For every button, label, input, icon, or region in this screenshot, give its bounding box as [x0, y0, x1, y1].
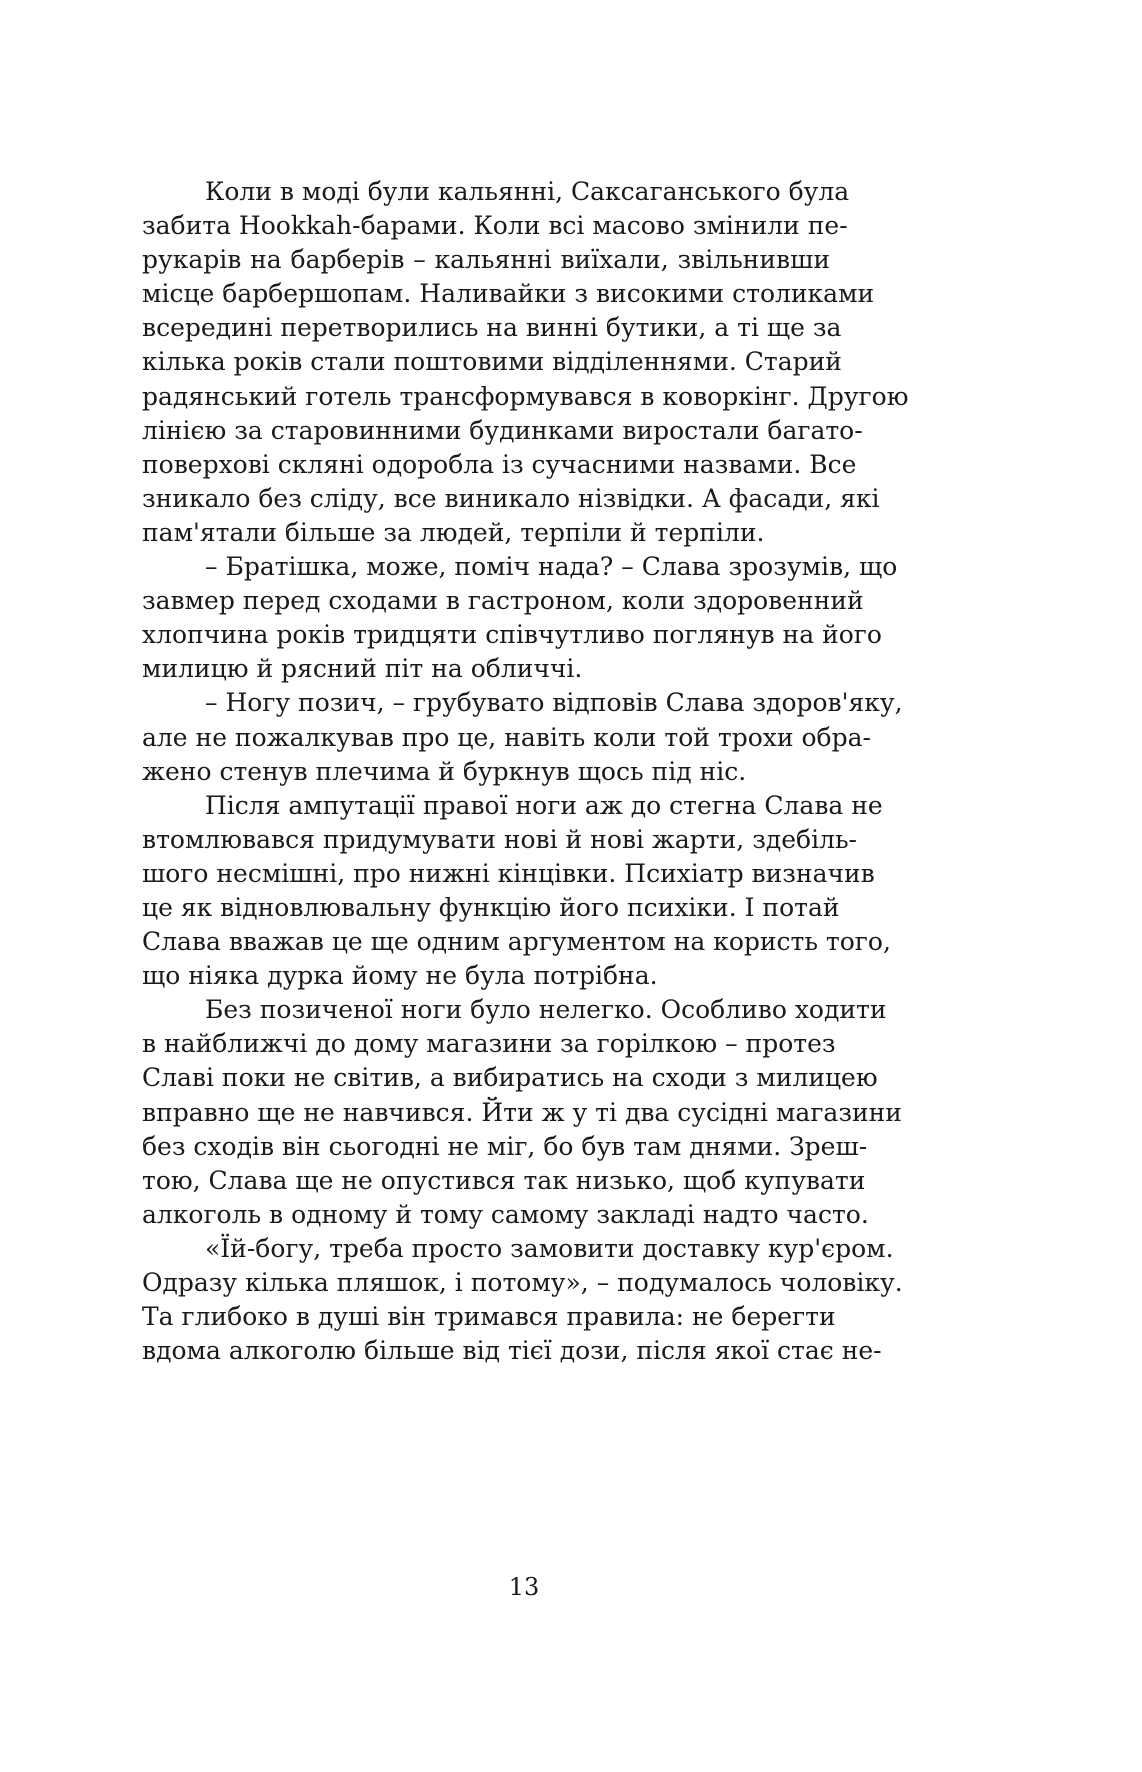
text-line: тою, Слава ще не опустився так низько, щоб купувати [142, 1165, 866, 1195]
text-line: Після ампутації правої ноги аж до стегна Слава не [205, 790, 883, 820]
dialogue-line: – Братішка, може, поміч нада? – Слава зрозумів, що [205, 552, 898, 582]
text-line: шого несмішні, про нижні кінцівки. Психіатр визначив [142, 858, 875, 888]
text-line: місце барбершопам. Наливайки з високими столиками [142, 279, 875, 309]
text-line: в найближчі до дому магазини за горілкою – протез [142, 1029, 836, 1059]
text-line: всередині перетворились на винні бутики, а ті ще за [142, 313, 842, 343]
text-line: хлопчина років тридцяти співчутливо поглянув на його [142, 620, 882, 650]
text-line: вдома алкоголю більше від тієї дози, після якої стає не- [142, 1336, 882, 1366]
text-line: забита Hookkah-барами. Коли всі масово змінили пе- [142, 211, 848, 241]
text-line: жено стенув плечима й буркнув щось під ніс. [142, 756, 747, 786]
text-line: кілька років стали поштовими відділеннями. Старий [142, 347, 842, 377]
text-line: лінією за старовинними будинками виростали багато- [142, 415, 863, 445]
text-line: що ніяка дурка йому не була потрібна. [142, 961, 658, 991]
page-number: 13 [508, 1573, 540, 1601]
text-line: поверхові скляні одоробла із сучасними назвами. Все [142, 449, 857, 479]
text-line: але не пожалкував про це, навіть коли той трохи обра- [142, 722, 871, 752]
text-line: Та глибоко в душі він тримався правила: не берегти [142, 1302, 836, 1332]
text-line: втомлювався придумувати нові й нові жарти, здебіль- [142, 824, 858, 854]
text-line: рукарів на барберів – кальянні виїхали, звільнивши [142, 245, 830, 275]
text-line: пам'ятали більше за людей, терпіли й терпіли. [142, 517, 765, 547]
text-line: радянський готель трансформувався в коворкінг. Другою [142, 381, 909, 411]
text-line: Без позиченої ноги було нелегко. Особливо ходити [205, 995, 887, 1025]
text-line: вправно ще не навчився. Йти ж у ті два сусідні магазини [142, 1097, 902, 1127]
body-text [142, 175, 909, 1368]
text-line: Слава вважав це ще одним аргументом на користь того, [142, 927, 891, 957]
text-line: без сходів він сьогодні не міг, бо був там днями. Зреш- [142, 1131, 868, 1161]
text-line: алкоголь в одному й тому самому закладі надто часто. [142, 1199, 869, 1229]
text-line: милицю й рясний піт на обличчі. [142, 654, 583, 684]
text-line: Одразу кілька пляшок, і потому», – подумалось чоловіку. [142, 1268, 903, 1297]
text-line: Славі поки не світив, а вибиратись на сходи з милицею [142, 1063, 878, 1093]
text-line: Коли в моді були кальянні, Саксаганського була [205, 177, 850, 206]
text-line: зникало без сліду, все виникало нізвідки. А фасади, які [142, 483, 880, 513]
text-line: це як відновлювальну функцію його психіки. І потай [142, 892, 840, 922]
dialogue-line: – Ногу позич, – грубувато відповів Слава здоров'яку, [205, 688, 903, 718]
text-line: завмер перед сходами в гастроном, коли здоровенний [142, 586, 864, 616]
text-line: «Їй-богу, треба просто замовити доставку кур'єром. [205, 1233, 894, 1263]
